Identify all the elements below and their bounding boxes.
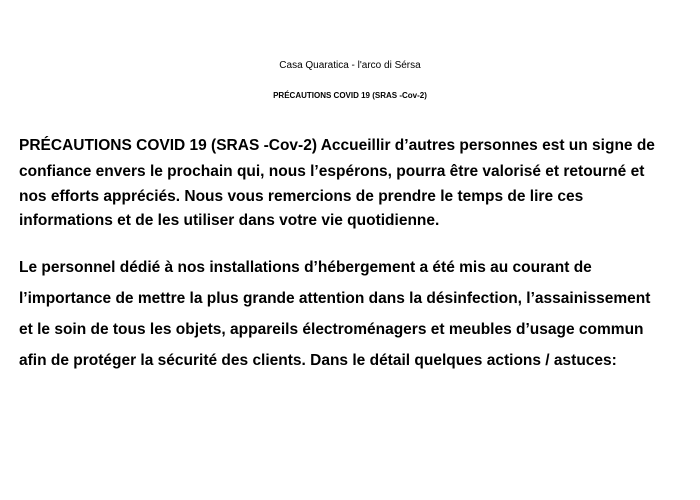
document-subtitle: PRÉCAUTIONS COVID 19 (SRAS -Cov-2) — [273, 91, 427, 100]
paragraph-1-line-1-text: Accueillir d’autres personnes est un signe de — [316, 137, 655, 154]
paragraph-2-line-3: et le soin de tous les objets, appareils électroménagers et meubles d’usage commun — [19, 321, 644, 338]
paragraph-1-line-4: informations et de les utiliser dans votre vie quotidienne. — [19, 212, 440, 229]
paragraph-1-line-1 — [19, 136, 655, 156]
paragraph-1-line-2: confiance envers le prochain qui, nous l’espérons, pourra être valorisé et retourné et — [19, 163, 645, 180]
paragraph-2-line-1: Le personnel dédié à nos installations d’hébergement a été mis au courant de — [19, 259, 592, 276]
document-title: Casa Quaratica - l'arco di Sérsa — [279, 60, 421, 71]
paragraph-2-line-4: afin de protéger la sécurité des clients. Dans le détail quelques actions / astuces: — [19, 352, 617, 369]
paragraph-1-line-3: nos efforts appréciés. Nous vous remercions de prendre le temps de lire ces — [19, 188, 584, 205]
paragraph-1-lead: PRÉCAUTIONS COVID 19 (SRAS -Cov-2) — [19, 137, 317, 154]
paragraph-2-line-2: l’importance de mettre la plus grande attention dans la désinfection, l’assainissement — [19, 290, 651, 307]
